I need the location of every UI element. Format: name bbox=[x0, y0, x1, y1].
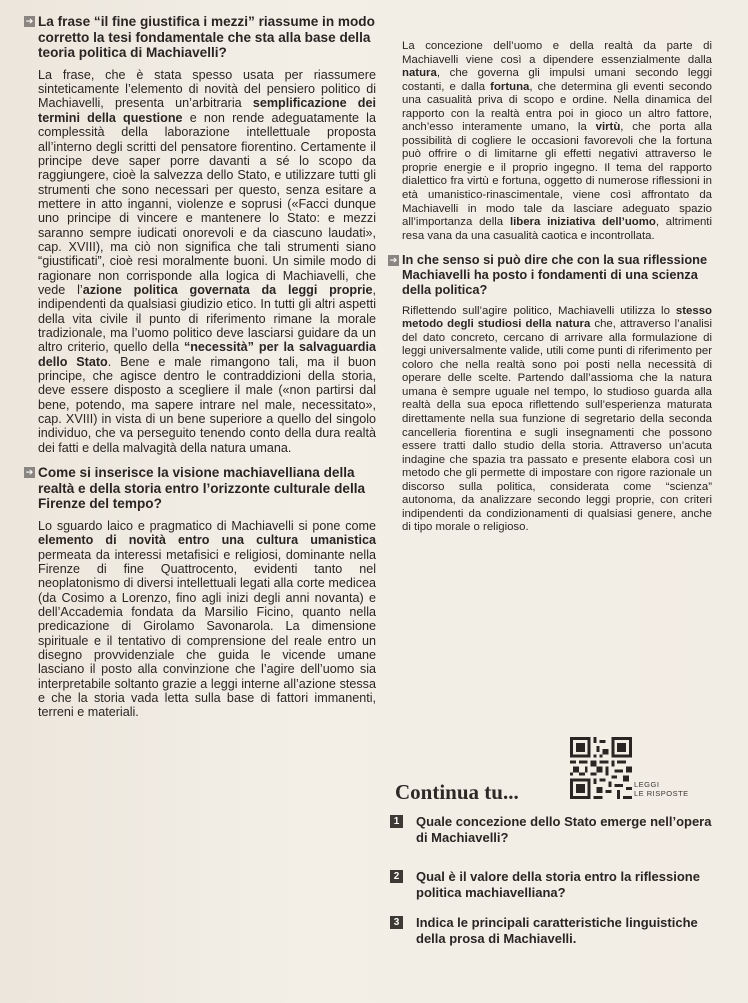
left-column bbox=[25, 14, 377, 730]
answer-1: La frase, che è stata spesso usata per riassumere sinteticamente l’elemento di novità del pensiero politico di Machiavelli, presenta un’arbitraria semplificazione dei termini della questione e non rende adeguatamente la complessità della laborazione intellettuale proposta all’interno degli scritti del pensatore fiorentino. Certamente il principe deve saper porre davanti a sé lo scopo da raggiungere, cioè la salvezza dello Stato, e utilizzare tutti gli strumenti che sono necessari per questo, senza esitare a mettere in atto inganni, violenze e soprusi («Facci dunque uno principe di vincere e mantenere lo Stato: e mezzi saranno sempre iudicati onorevoli e da ciascuno laudati», cap. XVIII), ma ciò non significa che tali strumenti siano “giustificati”, cioè resi moralmente buoni. Un simile modo di ragionare non corrisponde alla logica di Machiavelli, che vede l’azione politica governata da leggi proprie, indipendenti da qualsiasi giudizio etico. In tutti gli altri aspetti della vita civile il punto di riferimento rimane la morale tradizionale, ma l’uomo politico deve lasciarsi guidare da un altro criterio, quello della “necessità” per la salvaguardia dello Stato. Bene e male rimangono tali, ma il buon principe, che agisce dentro le contraddizioni della storia, deve essere disposto a scegliere il male («non partirsi dal bene, potendo, ma sapere intrare nel male, necessitato», cap. XVIII) in vista di un bene superiore a quello del singolo individuo, che va perseguito tenendo conto della dura realtà dei fatti e della malvagità della natura umana. bbox=[38, 67, 377, 455]
arrow-icon: ➔ bbox=[389, 255, 398, 266]
exercise-number: 3 bbox=[390, 916, 403, 929]
qr-code-icon[interactable] bbox=[570, 737, 632, 799]
qr-label[interactable]: LEGGI LE RISPOSTE bbox=[634, 780, 689, 798]
exercise-number: 2 bbox=[390, 870, 403, 883]
arrow-icon: ➔ bbox=[25, 467, 34, 478]
exercise-1: 1 Quale concezione dello Stato emerge nell’opera di Machiavelli? bbox=[376, 814, 716, 846]
continua-title: Continua tu... bbox=[395, 780, 519, 804]
question-3: ➔ In che senso si può dire che con la sua riflessione Machiavelli ha posto i fondamenti di una scienza della politica? bbox=[389, 252, 708, 297]
answer-3: Riflettendo sull’agire politico, Machiavelli utilizza lo stesso metodo degli studiosi della natura che, attraverso l’analisi del dato concreto, cercano di arrivare alla formulazione di leggi universalmente valide, utili come punti di riferimento per coloro che nella realtà sono poi posti nella necessità di operare delle scelte. Partendo dall’assioma che la natura umana è sempre uguale nel tempo, lo studioso guarda alla realtà della sua epoca riflettendo sull’esperienza maturata direttamente nella sua funzione di segretario della seconda cancelleria fiorentina e sugli insegnamenti che possono essere tratti dallo studio della storia. Attraverso un’acuta indagine che spazia tra passato e presente elabora così un metodo che gli permette di impostare con rigore razionale un discorso sulla politica, considerata come “scienza” autonoma, da analizzare secondo leggi proprie, con criteri indipendenti da condizionamenti di qualsiasi genere, anche di tipo morale o religioso. bbox=[402, 304, 712, 534]
question-2: ➔ Come si inserisce la visione machiavelliana della realtà e della storia entro l’orizzonte culturale della Firenze del tempo? bbox=[25, 465, 366, 512]
exercise-2: 2 Qual è il valore della storia entro la riflessione politica machiavelliana? bbox=[376, 869, 716, 901]
arrow-icon: ➔ bbox=[25, 16, 34, 26]
right-column bbox=[389, 40, 712, 545]
answer-2: Lo sguardo laico e pragmatico di Machiavelli si pone come elemento di novità entro una cultura umanistica permeata da interessi metafisici e religiosi, dominante nella Firenze di fine Quattrocento, evidenti tanto nel neoplatonismo di diversi intellettuali legati alla corte medicea (da Cosimo a Lorenzo, fino agli inizi degli anni novanta) e dell’Accademia fondata da Marsilio Ficino, quanto nella predicazione di Girolamo Savonarola. La dimensione spirituale e il tentativo di comprensione del reale entro un disegno provvidenziale che guida le vicende umane lasciano il posto alla convinzione che l’agire dell’uomo sia interpretabile soltanto grazie a leggi interne all’azione stessa e che la storia vada letta sulla base di fattori immanenti, terreni e materiali. bbox=[38, 518, 376, 720]
exercise-3: 3 Indica le principali caratteristiche linguistiche della prosa di Machiavelli. bbox=[376, 915, 716, 947]
exercise-number: 1 bbox=[390, 815, 403, 828]
question-1: ➔ La frase “il fine giustifica i mezzi” riassume in modo corretto la tesi fondamentale che sta alla base della teoria politica di Machiavelli? bbox=[25, 14, 375, 61]
answer-1-continued: La concezione dell’uomo e della realtà da parte di Machiavelli viene così a dipendere essenzialmente dalla natura, che governa gli impulsi umani secondo leggi costanti, e dalla fortuna, che determina gli eventi secondo una casualità priva di scopo e ordine. Nella dinamica del rapporto con la realtà entra poi in gioco un altro fattore, anch’esso interamente umano, la virtù, che porta alla possibilità di cogliere le occasioni favorevoli che la fortuna può offrire o di limitarne gli effetti negativi attraverso le proprie energie e il proprio ingegno. Il tema del rapporto dialettico fra virtù e fortuna, oggetto di numerose riflessioni in età umanistico-rinascimentale, viene così affrontato da Machiavelli in modo tale da lasciare adeguato spazio all’importanza della libera iniziativa dell’uomo, altrimenti resa vana da una casualità caotica e incontrollata. bbox=[402, 40, 712, 242]
